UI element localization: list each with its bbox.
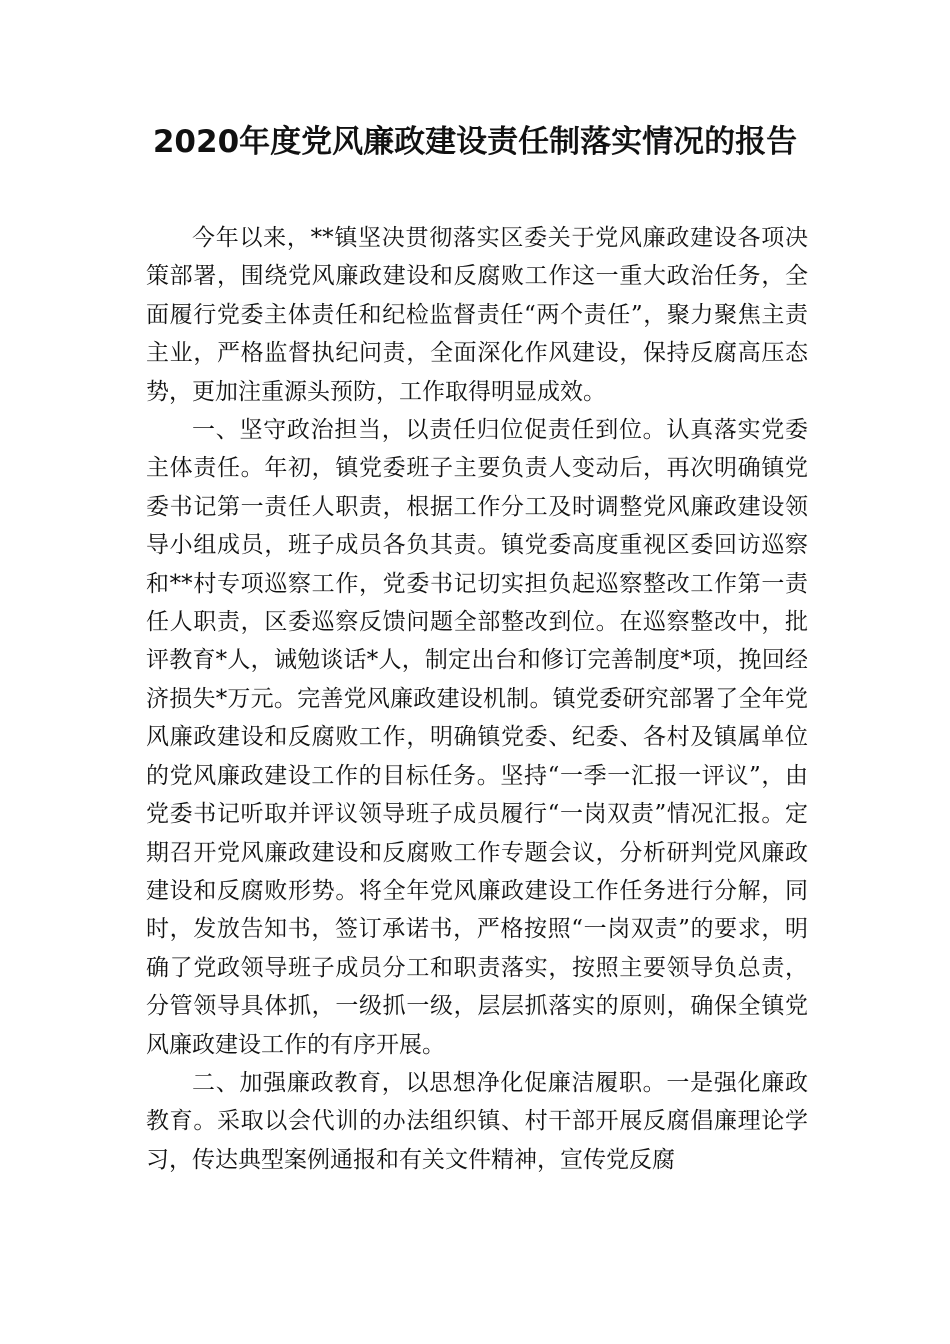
document-body — [146, 219, 808, 1179]
paragraph-section-one: 一、坚守政治担当，以责任归位促责任到位。认真落实党委主体责任。年初，镇党委班子主要负责人变动后，再次明确镇党委书记第一责任人职责，根据工作分工及时调整党风廉政建设领导小组成员，班子成员各负其责。镇党委高度重视区委回访巡察和**村专项巡察工作，党委书记切实担负起巡察整改工作第一责任人职责，区委巡察反馈问题全部整改到位。在巡察整改中，批评教育*人，诫勉谈话*人，制定出台和修订完善制度*项，挽回经济损失*万元。完善党风廉政建设机制。镇党委研究部署了全年党风廉政建设和反腐败工作，明确镇党委、纪委、各村及镇属单位的党风廉政建设工作的目标任务。坚持“一季一汇报一评议”，由党委书记听取并评议领导班子成员履行“一岗双责”情况汇报。定期召开党风廉政建设和反腐败工作专题会议，分析研判党风廉政建设和反腐败形势。将全年党风廉政建设工作任务进行分解，同时，发放告知书，签订承诺书，严格按照“一岗双责”的要求，明确了党政领导班子成员分工和职责落实，按照主要领导负总责，分管领导具体抓，一级抓一级，层层抓落实的原则，确保全镇党风廉政建设工作的有序开展。 — [146, 417, 808, 1058]
paragraph-intro: 今年以来，**镇坚决贯彻落实区委关于党风廉政建设各项决策部署，围绕党风廉政建设和反腐败工作这一重大政治任务，全面履行党委主体责任和纪检监督责任“两个责任”，聚力聚焦主责主业，严格监督执纪问责，全面深化作风建设，保持反腐高压态势，更加注重源头预防，工作取得明显成效。 — [146, 225, 808, 405]
paragraph-section-two: 二、加强廉政教育，以思想净化促廉洁履职。一是强化廉政教育。采取以会代训的办法组织镇、村干部开展反腐倡廉理论学习，传达典型案例通报和有关文件精神，宣传党反腐 — [146, 1069, 808, 1173]
document-title: 2020年度党风廉政建设责任制落实情况的报告 — [152, 124, 798, 160]
